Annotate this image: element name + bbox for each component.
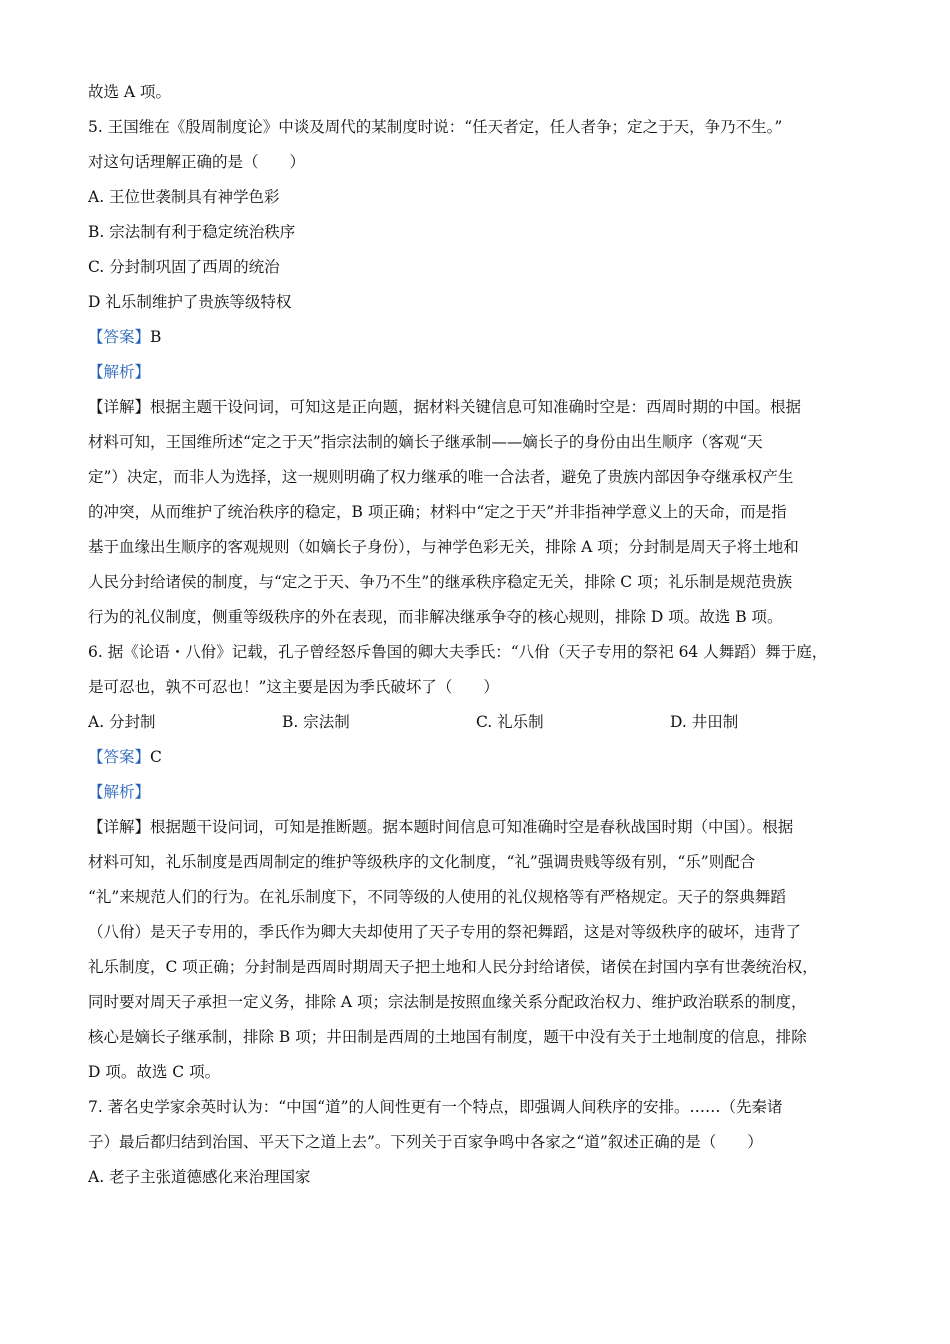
q6-detail-line-1 [88, 817, 793, 837]
q6-stem-line-1: 6. 据《论语・八佾》记载，孔子曾经怒斥鲁国的卿大夫季氏：“八佾（天子专用的祭祀 64 人舞蹈）舞于庭， [88, 643, 828, 661]
answer-tag: 【答案】 [88, 748, 151, 766]
q6-detail-line-3: “礼”来规范人们的行为。在礼乐制度下，不同等级的人使用的礼仪规格等有严格规定。天子的祭典舞蹈 [88, 888, 786, 906]
q5-stem-line-2: 对这句话理解正确的是（ ） [88, 153, 306, 171]
q6-detail-line-4: （八佾）是天子专用的，季氏作为卿大夫却使用了天子专用的祭祀舞蹈，这是对等级秩序的破坏，违背了 [88, 923, 802, 941]
carryover-line: 故选 A 项。 [88, 83, 172, 101]
q5-detail-line-3: 定”）决定，而非人为选择，这一规则明确了权力继承的唯一合法者，避免了贵族内部因争夺继承权产生 [88, 468, 794, 486]
detail-text: 根据题干设问词，可知是推断题。据本题时间信息可知准确时空是春秋战国时期（中国）。根据 [150, 818, 794, 836]
q5-answer [88, 327, 161, 347]
q6-detail-line-7: 核心是嫡长子继承制，排除 B 项；井田制是西周的土地国有制度，题干中没有关于土地制度的信息，排除 [88, 1028, 807, 1046]
q5-detail-line-5: 基于血缘出生顺序的客观规则（如嫡长子身份），与神学色彩无关，排除 A 项；分封制是周天子将土地和 [88, 538, 799, 556]
q6-detail-line-2: 材料可知，礼乐制度是西周制定的维护等级秩序的文化制度，“礼”强调贵贱等级有别，“乐”则配合 [88, 853, 756, 871]
answer-value: B [150, 328, 162, 346]
q6-option-d: D. 井田制 [670, 713, 739, 731]
q5-option-c: C. 分封制巩固了西周的统治 [88, 258, 280, 276]
q6-analysis-tag [88, 782, 150, 802]
q5-detail-line-2: 材料可知，王国维所述“定之于天”指宗法制的嫡长子继承制——嫡长子的身份由出生顺序（客观“天 [88, 433, 763, 451]
q5-option-a: A. 王位世袭制具有神学色彩 [88, 188, 280, 206]
q6-option-c: C. 礼乐制 [476, 713, 544, 731]
q5-detail-line-6: 人民分封给诸侯的制度，与“定之于天、争乃不生”的继承秩序稳定无关，排除 C 项；礼乐制是规范贵族 [88, 573, 793, 591]
q6-detail-line-8: D 项。故选 C 项。 [88, 1063, 221, 1081]
q6-answer [88, 747, 162, 767]
q6-detail-line-5: 礼乐制度，C 项正确；分封制是西周时期周天子把土地和人民分封给诸侯，诸侯在封国内享有世袭统治权， [88, 958, 818, 976]
q5-option-d: D 礼乐制维护了贵族等级特权 [88, 293, 292, 311]
q5-detail-line-1 [88, 397, 801, 417]
q6-option-a: A. 分封制 [88, 713, 156, 731]
q7-stem-line-1: 7. 著名史学家余英时认为：“中国“道”的人间性更有一个特点，即强调人间秩序的安排。……（先秦诸 [88, 1098, 783, 1116]
detail-text: 根据主题干设问词，可知这是正向题，据材料关键信息可知准确时空是：西周时期的中国。根据 [150, 398, 802, 416]
answer-value: C [150, 748, 162, 766]
analysis-tag: 【解析】 [88, 783, 151, 801]
q6-detail-line-6: 同时要对周天子承担一定义务，排除 A 项；宗法制是按照血缘关系分配政治权力、维护政治联系的制度， [88, 993, 807, 1011]
q6-option-b: B. 宗法制 [282, 713, 350, 731]
q7-stem-line-2: 子）最后都归结到治国、平天下之道上去”。下列关于百家争鸣中各家之“道”叙述正确的是（ ） [88, 1133, 763, 1151]
q5-option-b: B. 宗法制有利于稳定统治秩序 [88, 223, 296, 241]
q7-option-a: A. 老子主张道德感化来治理国家 [88, 1168, 311, 1186]
detail-tag: 【详解】 [88, 398, 151, 416]
q5-detail-line-7: 行为的礼仪制度，侧重等级秩序的外在表现，而非解决继承争夺的核心规则，排除 D 项。故选 B 项。 [88, 608, 783, 626]
q5-analysis-tag [88, 362, 150, 382]
detail-tag: 【详解】 [88, 818, 151, 836]
analysis-tag: 【解析】 [88, 363, 151, 381]
answer-tag: 【答案】 [88, 328, 151, 346]
q5-detail-line-4: 的冲突，从而维护了统治秩序的稳定，B 项正确；材料中“定之于天”并非指神学意义上的天命，而是指 [88, 503, 787, 521]
q5-stem-line-1: 5. 王国维在《殷周制度论》中谈及周代的某制度时说：“任天者定，任人者争；定之于天，争乃不生。” [88, 118, 783, 136]
q6-stem-line-2: 是可忍也，孰不可忍也！”这主要是因为季氏破坏了（ ） [88, 678, 499, 696]
